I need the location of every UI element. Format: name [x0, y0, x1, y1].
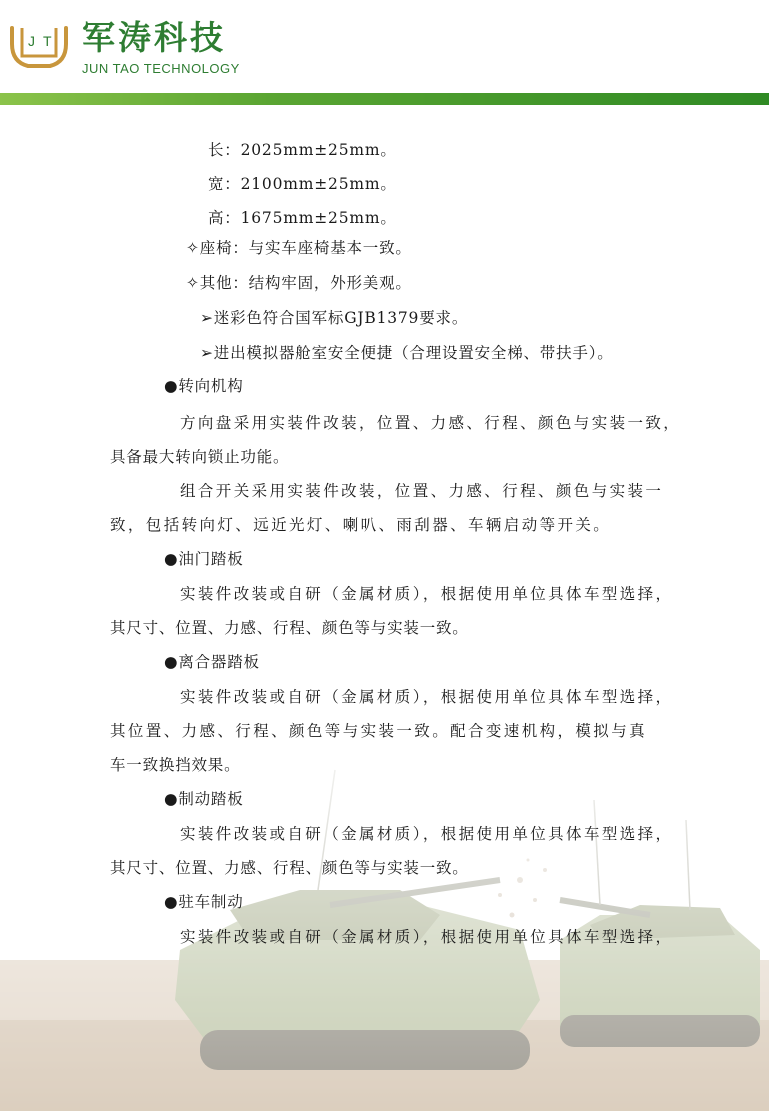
list-item-seat: ✧座椅：与实车座椅基本一致。 [186, 239, 412, 257]
list-item-access: ➢进出模拟器舱室安全便捷（合理设置安全梯、带扶手）。 [200, 344, 614, 362]
logo-letter-j: J [28, 33, 35, 49]
list-item-camouflage: ➢迷彩色符合国军标GJB1379要求。 [200, 309, 469, 327]
paragraph-line: 车一致换挡效果。 [110, 756, 241, 774]
paragraph-line: 实装件改装或自研（金属材质），根据使用单位具体车型选择， [180, 585, 674, 603]
spec-width: 宽：2100mm±25mm。 [208, 175, 397, 193]
paragraph-line: 具备最大转向锁止功能。 [110, 448, 290, 466]
paragraph-line: 方向盘采用实装件改装，位置、力感、行程、颜色与实装一致， [180, 414, 682, 432]
section-heading-brake: ●制动踏板 [164, 790, 244, 808]
section-heading-throttle: ●油门踏板 [164, 550, 244, 568]
paragraph-line: 其尺寸、位置、力感、行程、颜色等与实装一致。 [110, 619, 469, 637]
section-heading-clutch: ●离合器踏板 [164, 653, 260, 671]
section-heading-steering: ●转向机构 [164, 377, 244, 395]
paragraph-line: 实装件改装或自研（金属材质），根据使用单位具体车型选择， [180, 928, 674, 946]
logo-letter-t: T [43, 33, 52, 49]
spec-length: 长：2025mm±25mm。 [208, 141, 397, 159]
section-heading-parking-brake: ●驻车制动 [164, 893, 244, 911]
paragraph-line: 致，包括转向灯、远近光灯、喇叭、雨刮器、车辆启动等开关。 [110, 516, 612, 534]
paragraph-line: 实装件改装或自研（金属材质），根据使用单位具体车型选择， [180, 688, 674, 706]
paragraph-line: 实装件改装或自研（金属材质），根据使用单位具体车型选择， [180, 825, 674, 843]
list-item-other: ✧其他：结构牢固，外形美观。 [186, 274, 412, 292]
spec-height: 高：1675mm±25mm。 [208, 209, 397, 227]
paragraph-line: 组合开关采用实装件改装，位置、力感、行程、颜色与实装一 [180, 482, 664, 500]
paragraph-line: 其尺寸、位置、力感、行程、颜色等与实装一致。 [110, 859, 469, 877]
brand-name-en: JUN TAO TECHNOLOGY [82, 61, 240, 76]
paragraph-line: 其位置、力感、行程、颜色等与实装一致。配合变速机构，模拟与真 [110, 722, 648, 740]
brand-name-cn: 军涛科技 [82, 18, 226, 57]
